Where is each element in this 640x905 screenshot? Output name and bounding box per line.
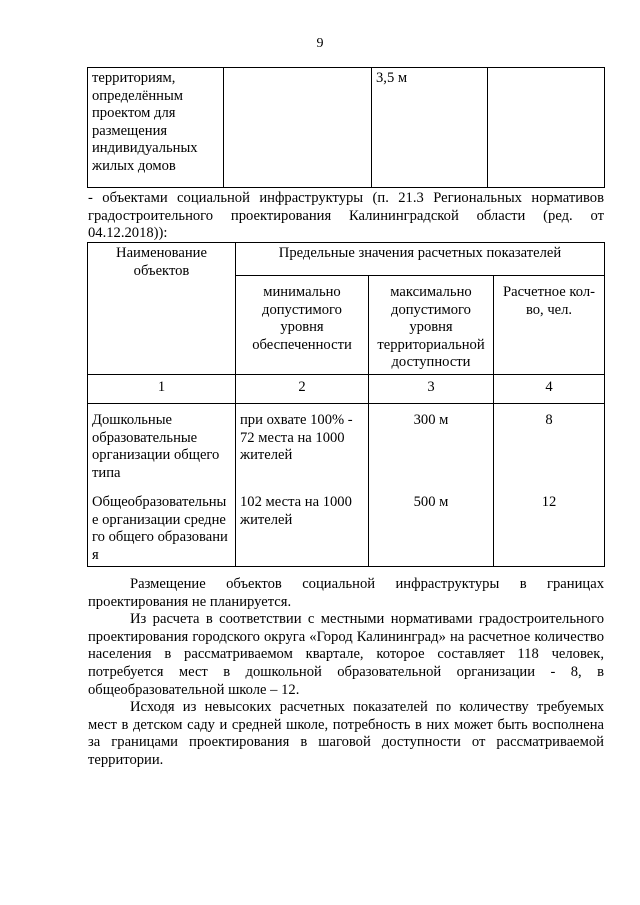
estimated-count-cell: 8	[494, 404, 605, 495]
column-number: 3	[369, 375, 494, 404]
page-number: 9	[316, 36, 324, 51]
column-number: 4	[494, 375, 605, 404]
header-min-level: минимально допустимого уровня обеспеченности	[236, 276, 369, 375]
estimated-count-cell: 12	[494, 494, 605, 567]
table-cell-territory: территориям, определённым проектом для размещения индивидуальных жилых домов	[88, 68, 224, 188]
paragraph-calculation: Из расчета в соответствии с местными нормативами градостроительного проектирования городского округа «Город Калининград» на расчетное количество населения в рассматриваемом квартале, которое составляет 118 человек, потребуется мест в дошкольной образовательной организации - 8, в общеобразовательной школе – 12.	[88, 611, 604, 698]
table-row	[88, 404, 605, 495]
min-level-cell: 102 места на 1000 жителей	[236, 494, 369, 567]
table-cell-empty	[224, 68, 372, 188]
table-column-numbers-row	[88, 375, 605, 404]
table-row	[88, 494, 605, 567]
header-indicator-limits: Предельные значения расчетных показателей	[236, 243, 605, 276]
object-name-cell: Общеобразовательные организации среднего общего образования	[88, 494, 236, 567]
header-estimated-count: Расчетное кол-во, чел.	[494, 276, 605, 375]
column-number: 2	[236, 375, 369, 404]
column-number: 1	[88, 375, 236, 404]
table-cell-empty	[488, 68, 605, 188]
table-header-row	[88, 243, 605, 276]
object-name-cell: Дошкольные образовательные организации общего типа	[88, 404, 236, 495]
body-text	[88, 576, 604, 770]
header-max-accessibility: максимально допустимого уровня территориальной доступности	[369, 276, 494, 375]
table-social-infrastructure	[87, 242, 605, 567]
paragraph-placement: Размещение объектов социальной инфраструктуры в границах проектирования не планируется.	[88, 576, 604, 610]
paragraph-conclusion: Исходя из невысоких расчетных показателей по количеству требуемых мест в детском саду и средней школе, потребность в них может быть восполнена за границами проектирования в шаговой доступности от рассматриваемой территории.	[88, 699, 604, 768]
header-object-name: Наименование объектов	[88, 243, 236, 375]
table-cell-distance: 3,5 м	[372, 68, 488, 188]
max-accessibility-cell: 500 м	[369, 494, 494, 567]
min-level-cell: при охвате 100% - 72 места на 1000 жителей	[236, 404, 369, 495]
table-setback-distances	[87, 67, 605, 188]
table-row	[88, 68, 605, 188]
max-accessibility-cell: 300 м	[369, 404, 494, 495]
intro-paragraph: - объектами социальной инфраструктуры (п. 21.3 Региональных нормативов градостроительного проектирования Калининградской области (ред. от 04.12.2018)):	[88, 190, 604, 242]
